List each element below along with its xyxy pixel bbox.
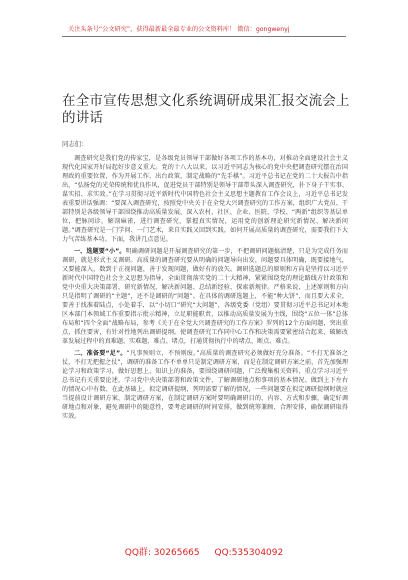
document-title: 在全市宣传思想文化系统调研成果汇报交流会上的讲话 [62,93,350,126]
paragraph-section-2 [62,349,348,421]
paragraph-text: 明确调研问题是开展调查研究的第一步，不把调研问题搞清楚，只是为完成任务而调研，就是形式主义调研。高质量的调查研究要从明确的问题导向出发，问题要具体明确，既要接地气，又要能深入，数到于正视问题，善于发现问题，做好有的放矢。调研选题总的原则和方向是坚持以习近平新时代中国特色社会主义思想为指导，全面贯彻落实党的二十大精神，紧紧围绕党的理论路线方针政策和党中央重大决策部署，研究新情况、解决新问题、总结新经验、探索新规律。严格来说，上述原则和方向只是指明了调研的“主题”，还不是调研的“问题”。在具体的调研选题上，不能“种大饼”，而且要大求全，要善于找准着陆点，小处着手，以“小切口”研究“大问题”，各级党委（党组）要贯彻习近平总书记对本地区本部门本领域工作重要指示批示精神，立足职能职责，以推动高质量发展为主线，围绕“五位一体”总体布局和“四个全面”战略布局，参考《关于在全党大兴调查研究的工作方案》罗列的12个方面问题，突出重点，抓住要害，有针对性地列出调研提纲。使调查研究工作同中心工作和决策需要紧密结合起来，破解改革发展过程中的真难题、实难题、难点、堵点，打通贯彻执行中的堵点、断点、难点。 [62,248,349,345]
paragraph-text: 调查研究是我们党的传家宝，是各级党员领导干部做好各项工作的基本功，对推动全面建设社会主义现代化国家开好局起好步意义重大。党的十八大以来，以习近平同志为核心的党中央把调查研究摆在治国理政的重要位置，作为开展工作、出台政策、制定战略的“先手棋”。习近平总书记在党的二十大报告中指出，“弘扬党的光荣传统和优良作风，促进党员干部特别是领导干部带头深入调查研究，扑下身子干实事、谋实招、求实效。”在学习贯彻习近平新时代中国特色社会主义思想主题教育工作会议上，习近平总书记发表重要讲话强调：“要深入调查研究，按照党中央关于在全党大兴调查研究的工作方案，组织广大党员、干部特别是各级领导干部围绕推动高质量发展，深入农村、社区、企业、医院、学校、“两新”组织等基层单位，把脉问诊，解剖麻雀，进行调查研究，掌握真实情况，运用党的创新理论研究新情况、解决新问题。”调查研究是一门学问、一门艺术，来自实践又回到实践。如何开展高质量的调查研究，需要我们下大力气苦练基本功。下面，我讲几点意见。 [62,155,348,243]
section-heading: 一、选题要“小”。 [74,248,126,255]
footer-contact [0,547,408,559]
qq-group-number: QQ群: 30265665 [124,548,200,558]
section-heading: 二、准备要“足”。 [74,350,127,357]
paragraph-text: “凡事预则立，不预则废。”高质量的调查研究必须做好充分准备。“不打无准备之仗，不打无把握之仗”，调研的准备工作不单单只是制定调研方案，而是在制定调研方案之前，首先加强理论学习和政策学习，做好思想上、知识上的准备，要围绕调研问题，广泛搜集相关资料，重点学习习近平总书记有关重要论述，学习党中央决策部署和政策文件，了解调研地点和事项的基本情况、做到上下左右的情况心中有数、在此基础上，拟定调研提纲，列明需要了解的情况，一些问题要在拟定调研提纲时就应当提前设计调研方案，制定调研方案，在制定调研方案时要明确调研目的、内容、方式和步骤，确定好调研地点和对象，避免调研中的随意性，要考虑调研的时间安排，做到统筹兼顾、合理安排，确保调研取得实效。 [62,350,349,420]
greeting: 同志们： [62,140,88,148]
document-body [62,140,348,424]
header-bar [0,0,408,40]
paragraph-section-1 [62,247,348,346]
paragraph-intro [62,154,348,244]
header-divider [62,36,346,37]
promo-banner[interactable]: 关注头条号“公文研究”，获得最新最全最专业的公文资料库！ 微信：gongwenyj [68,26,290,33]
qq-number: QQ:535304092 [214,548,284,558]
